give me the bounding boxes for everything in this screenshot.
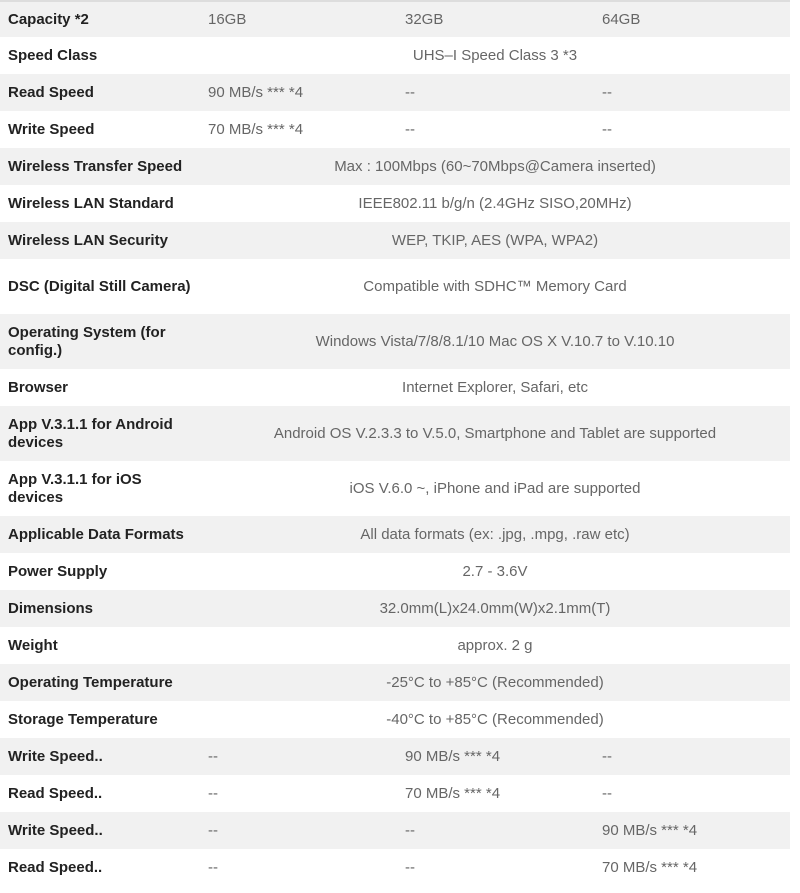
row-label: Write Speed [0, 111, 200, 148]
row-cell: -- [594, 775, 790, 812]
row-cell: 90 MB/s *** *4 [397, 738, 594, 775]
row-value: Max : 100Mbps (60~70Mbps@Camera inserted) [200, 148, 790, 185]
row-cell: -- [594, 74, 790, 111]
row-cell: 90 MB/s *** *4 [200, 74, 397, 111]
row-cell: -- [594, 738, 790, 775]
table-row [0, 553, 790, 590]
table-row [0, 111, 790, 148]
row-label: Power Supply [0, 553, 200, 590]
table-row [0, 701, 790, 738]
row-value: UHS–I Speed Class 3 *3 [200, 37, 790, 74]
spec-table [0, 2, 790, 886]
table-row [0, 461, 790, 516]
row-cell: -- [200, 849, 397, 886]
table-row [0, 259, 790, 314]
row-value: approx. 2 g [200, 627, 790, 664]
row-cell: -- [200, 775, 397, 812]
row-value: -40°C to +85°C (Recommended) [200, 701, 790, 738]
table-row [0, 775, 790, 812]
row-value: Android OS V.2.3.3 to V.5.0, Smartphone and Tablet are supported [200, 406, 790, 461]
row-label: Write Speed.. [0, 812, 200, 849]
row-label: Storage Temperature [0, 701, 200, 738]
row-label: Applicable Data Formats [0, 516, 200, 553]
table-row [0, 849, 790, 886]
row-cell: 16GB [200, 2, 397, 37]
table-row [0, 516, 790, 553]
row-label: DSC (Digital Still Camera) [0, 259, 200, 314]
row-label: Dimensions [0, 590, 200, 627]
row-cell: -- [397, 812, 594, 849]
table-row [0, 738, 790, 775]
row-cell: 70 MB/s *** *4 [397, 775, 594, 812]
row-label: Wireless LAN Standard [0, 185, 200, 222]
row-cell: 32GB [397, 2, 594, 37]
row-cell: 70 MB/s *** *4 [200, 111, 397, 148]
row-label: Browser [0, 369, 200, 406]
row-cell: -- [397, 111, 594, 148]
row-label: Capacity *2 [0, 2, 200, 37]
row-label: Wireless Transfer Speed [0, 148, 200, 185]
row-value: iOS V.6.0 ~, iPhone and iPad are supported [200, 461, 790, 516]
table-row [0, 148, 790, 185]
row-cell: -- [397, 74, 594, 111]
row-value: 32.0mm(L)x24.0mm(W)x2.1mm(T) [200, 590, 790, 627]
table-row [0, 590, 790, 627]
table-row [0, 74, 790, 111]
table-row [0, 185, 790, 222]
row-value: All data formats (ex: .jpg, .mpg, .raw etc) [200, 516, 790, 553]
row-label: App V.3.1.1 for Android devices [0, 406, 200, 461]
row-label: Operating System (for config.) [0, 314, 200, 369]
row-value: WEP, TKIP, AES (WPA, WPA2) [200, 222, 790, 259]
row-cell: -- [200, 812, 397, 849]
row-label: Wireless LAN Security [0, 222, 200, 259]
table-row [0, 314, 790, 369]
row-cell: -- [594, 111, 790, 148]
row-value: Windows Vista/7/8/8.1/10 Mac OS X V.10.7 to V.10.10 [200, 314, 790, 369]
table-row [0, 664, 790, 701]
row-value: 2.7 - 3.6V [200, 553, 790, 590]
row-cell: -- [200, 738, 397, 775]
table-row [0, 627, 790, 664]
row-value: IEEE802.11 b/g/n (2.4GHz SISO,20MHz) [200, 185, 790, 222]
row-cell: 70 MB/s *** *4 [594, 849, 790, 886]
table-row [0, 37, 790, 74]
row-value: Internet Explorer, Safari, etc [200, 369, 790, 406]
row-label: Read Speed.. [0, 775, 200, 812]
row-label: Read Speed [0, 74, 200, 111]
row-cell: 64GB [594, 2, 790, 37]
row-cell: 90 MB/s *** *4 [594, 812, 790, 849]
table-row [0, 406, 790, 461]
row-value: -25°C to +85°C (Recommended) [200, 664, 790, 701]
spec-table-body [0, 2, 790, 886]
table-row [0, 812, 790, 849]
row-label: Speed Class [0, 37, 200, 74]
table-row [0, 369, 790, 406]
table-row [0, 2, 790, 37]
row-label: Weight [0, 627, 200, 664]
row-label: Operating Temperature [0, 664, 200, 701]
table-row [0, 222, 790, 259]
row-cell: -- [397, 849, 594, 886]
row-label: Read Speed.. [0, 849, 200, 886]
row-label: Write Speed.. [0, 738, 200, 775]
row-label: App V.3.1.1 for iOS devices [0, 461, 200, 516]
row-value: Compatible with SDHC™ Memory Card [200, 259, 790, 314]
